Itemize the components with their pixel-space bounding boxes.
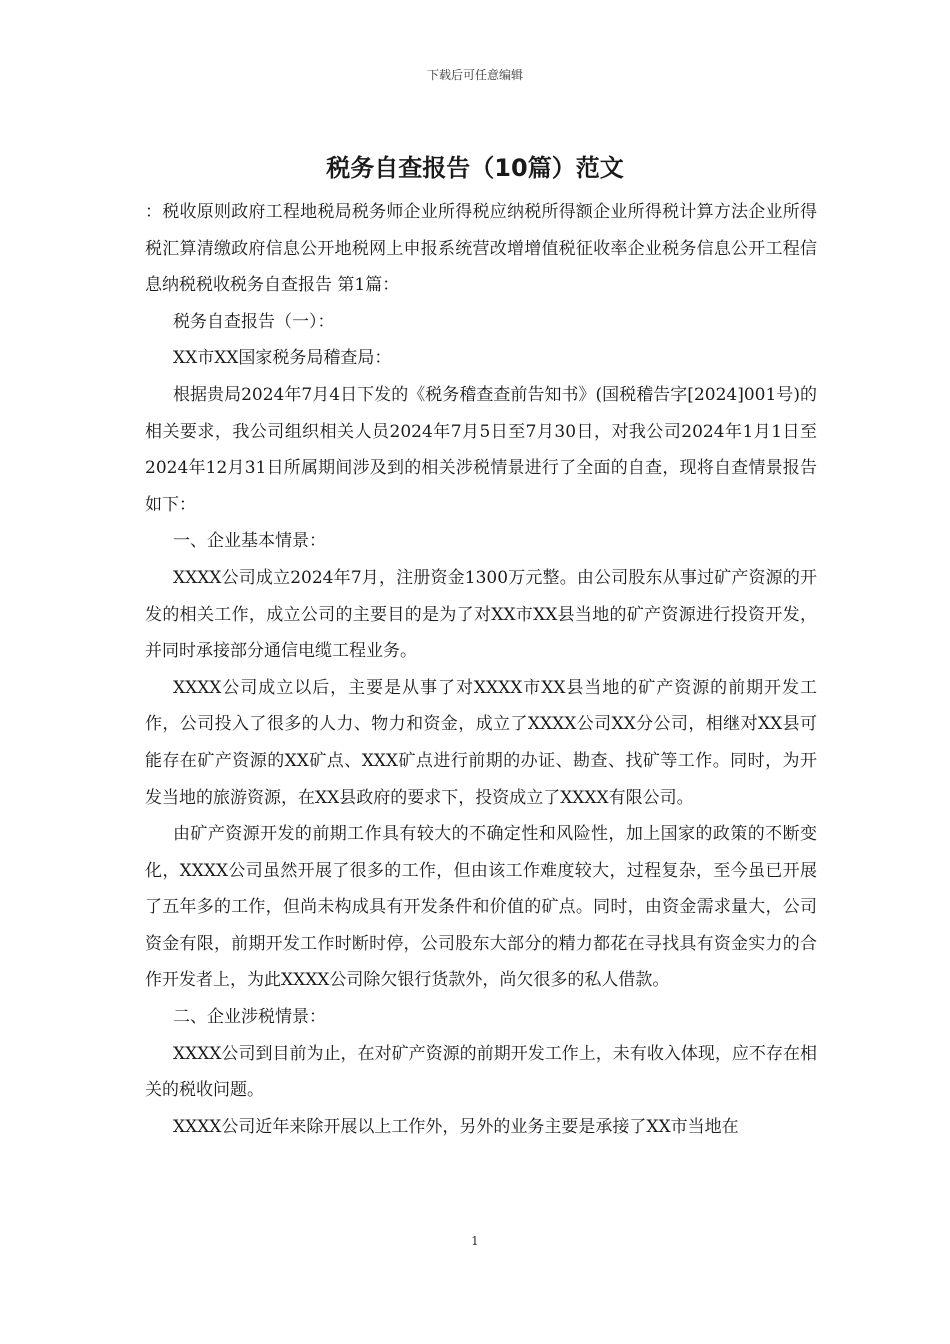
section-heading: 一、企业基本情景：	[173, 531, 326, 552]
page-number: 1	[471, 1234, 479, 1248]
keywords-paragraph: ：税收原则政府工程地税局税务师企业所得税应纳税所得额企业所得税计算方法企业所得税汇算清缴政府信息公开地税网上申报系统营改增增值税征收率企业税务信息公开工程信息纳税税收税务自查报告 第1篇：	[145, 202, 817, 296]
document-title: 税务自查报告（10篇）范文	[326, 154, 624, 182]
section-heading: 税务自查报告（一）：	[173, 311, 335, 332]
body-paragraph: XXXX公司成立以后，主要是从事了对XXXX市XX县当地的矿产资源的前期开发工作，公司投入了很多的人力、物力和资金，成立了XXXX公司XX分公司，相继对XX县可能存在矿产资源的XX矿点、XXX矿点进行前期的办证、勘查、找矿等工作。同时，为开发当地的旅游资源，在XX县政府的要求下，投资成立了XXXX有限公司。	[145, 677, 817, 808]
body-paragraph: XXXX公司近年来除开展以上工作外，另外的业务主要是承接了XX市当地在	[173, 1116, 739, 1137]
section-heading: 二、企业涉税情景：	[173, 1007, 326, 1028]
body-paragraph: 根据贵局2024年7月4日下发的《税务稽查查前告知书》(国税稽告字[2024]001号)的相关要求，我公司组织相关人员2024年7月5日至7月30日，对我公司2024年1月1日至2024年12月31日所属期间涉及到的相关涉税情景进行了全面的自查，现将自查情景报告如下：	[145, 384, 817, 515]
body-paragraph: 由矿产资源开发的前期工作具有较大的不确定性和风险性，加上国家的政策的不断变化，XXXX公司虽然开展了很多的工作，但由该工作难度较大，过程复杂，至今虽已开展了五年多的工作，但尚未构成具有开发条件和价值的矿点。同时，由资金需求量大，公司资金有限，前期开发工作时断时停，公司股东大部分的精力都花在寻找具有资金实力的合作开发者上，为此XXXX公司除欠银行货款外，尚欠很多的私人借款。	[145, 824, 817, 991]
page-header-note: 下载后可任意编辑	[426, 68, 523, 82]
addressee-line: XX市XX国家税务局稽查局：	[173, 348, 392, 369]
body-paragraph: XXXX公司到目前为止，在对矿产资源的前期开发工作上，未有收入体现，应不存在相关的税收问题。	[145, 1043, 817, 1101]
body-paragraph: XXXX公司成立2024年7月，注册资金1300万元整。由公司股东从事过矿产资源的开发的相关工作，成立公司的主要目的是为了对XX市XX县当地的矿产资源进行投资开发，并同时承接部分通信电缆工程业务。	[145, 567, 817, 662]
document-body	[145, 194, 817, 1145]
